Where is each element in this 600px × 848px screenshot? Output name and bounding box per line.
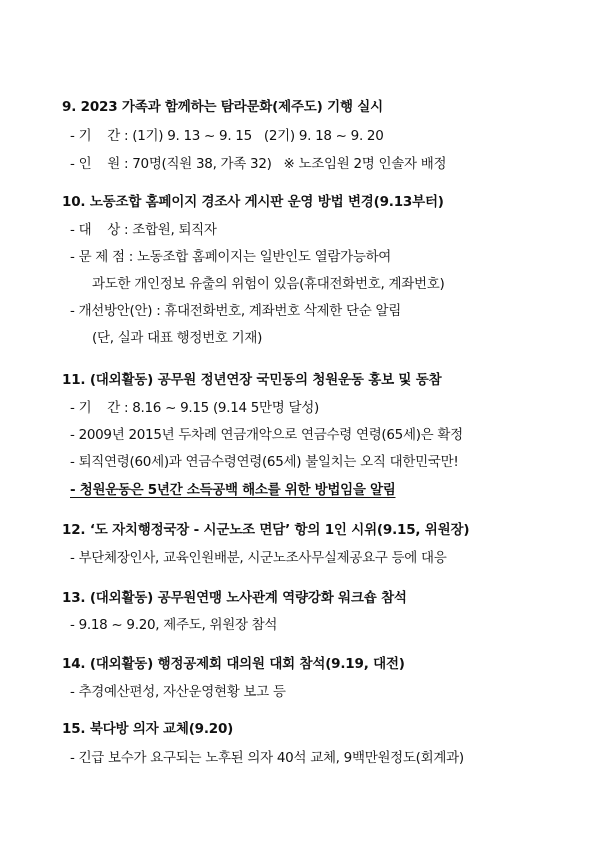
section-title: 13. (대외활동) 공무원연맹 노사관계 역량강화 워크숍 참석 xyxy=(62,590,407,606)
list-item: - 인 원 : 70명(직원 38, 가족 32) ※ 노조임원 2명 인솔자 배정 xyxy=(70,156,447,172)
list-item: - 9.18 ~ 9.20, 제주도, 위원장 참석 xyxy=(70,617,278,633)
list-item: (단, 실과 대표 행정번호 기재) xyxy=(92,330,263,346)
list-item: - 추경예산편성, 자산운영현황 보고 등 xyxy=(70,684,286,700)
list-item: - 기 간 : (1기) 9. 13 ~ 9. 15 (2기) 9. 18 ~ 9. 20 xyxy=(70,128,384,144)
list-item: - 문 제 점 : 노동조합 홈페이지는 일반인도 열람가능하여 xyxy=(70,249,392,265)
list-item: - 기 간 : 8.16 ~ 9.15 (9.14 5만명 달성) xyxy=(70,400,319,416)
section-title: 11. (대외활동) 공무원 정년연장 국민동의 청원운동 홍보 및 동참 xyxy=(62,372,442,388)
section-title: 15. 북다방 의자 교체(9.20) xyxy=(62,721,234,737)
list-item: - 퇴직연령(60세)과 연금수령연령(65세) 불일치는 오직 대한민국만! xyxy=(70,454,459,470)
list-item: - 긴급 보수가 요구되는 노후된 의자 40석 교체, 9백만원정도(회계과) xyxy=(70,750,464,766)
list-item: - 개선방안(안) : 휴대전화번호, 계좌번호 삭제한 단순 알림 xyxy=(70,303,401,319)
section-title: 10. 노동조합 홈페이지 경조사 게시판 운영 방법 변경(9.13부터) xyxy=(62,194,444,210)
list-item: 과도한 개인정보 유출의 위험이 있음(휴대전화번호, 계좌번호) xyxy=(92,276,445,292)
list-item: - 대 상 : 조합원, 퇴직자 xyxy=(70,222,217,238)
section-title: 9. 2023 가족과 함께하는 탐라문화(제주도) 기행 실시 xyxy=(62,99,383,115)
list-item: - 2009년 2015년 두차례 연금개악으로 연금수령 연령(65세)은 확정 xyxy=(70,427,463,443)
list-item: - 부단체장인사, 교육인원배분, 시군노조사무실제공요구 등에 대응 xyxy=(70,550,447,566)
emphasized-list-item: - 청원운동은 5년간 소득공백 해소를 위한 방법임을 알림 xyxy=(70,482,396,498)
section-title: 12. ‘도 자치행정국장 - 시군노조 면담’ 항의 1인 시위(9.15, 위원장) xyxy=(62,522,470,538)
section-title: 14. (대외활동) 행정공제회 대의원 대회 참석(9.19, 대전) xyxy=(62,656,405,672)
